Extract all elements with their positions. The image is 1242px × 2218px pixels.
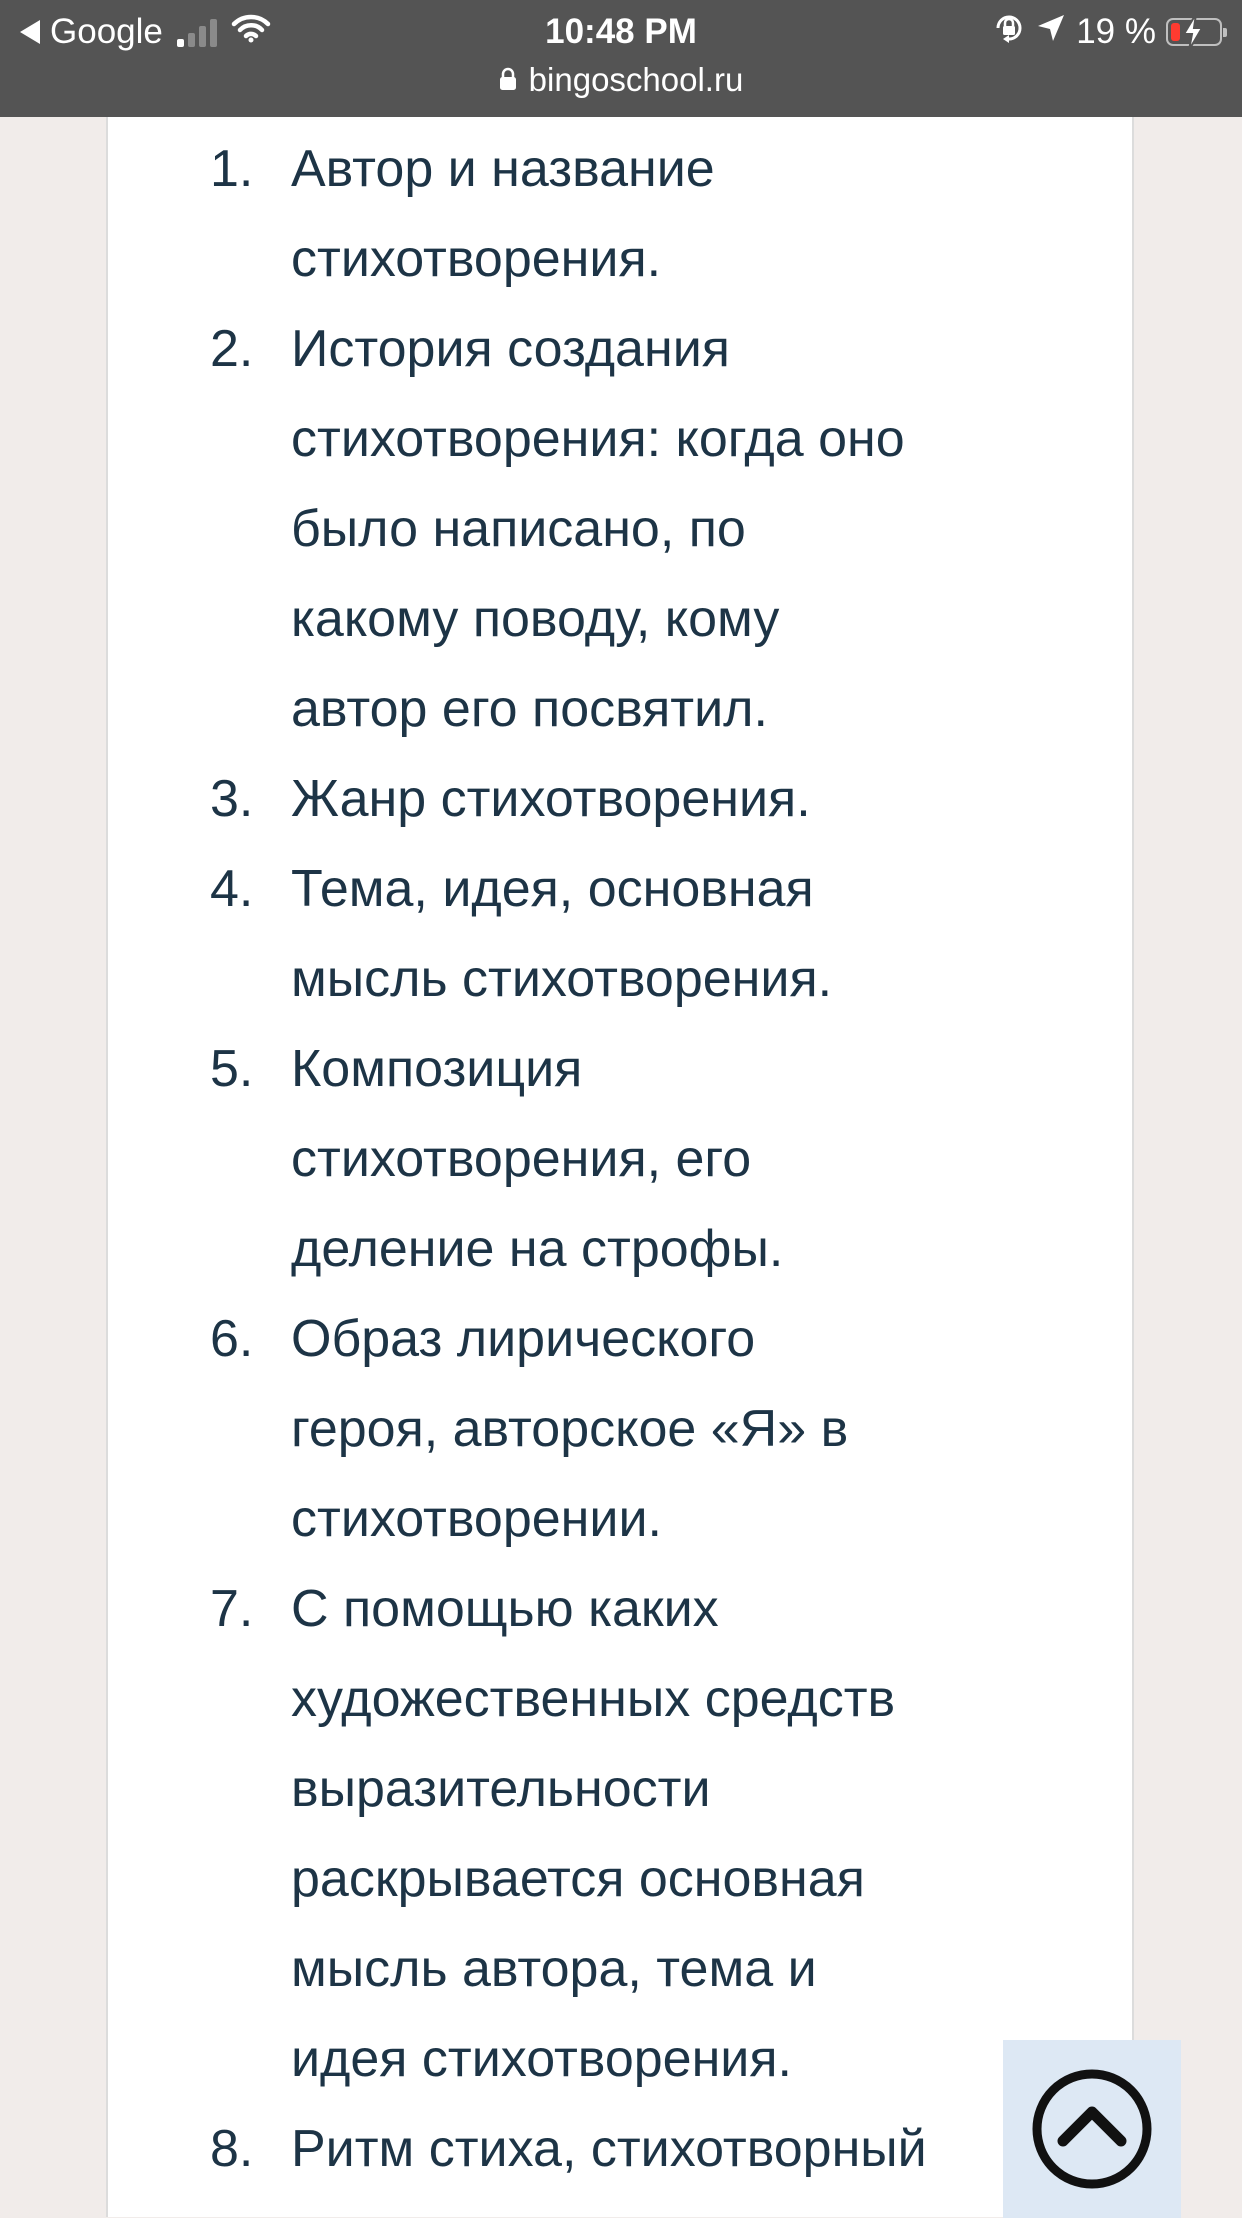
chevron-up-circle-icon [1030, 2067, 1154, 2191]
list-item-line: Образ лирического [291, 1310, 756, 1368]
list-item-line: идея стихотворения. [291, 2030, 792, 2088]
list-item-line: выразительности [291, 1760, 711, 1818]
list-item-number: 4. [210, 860, 254, 918]
list-item-line: какому поводу, кому [291, 590, 780, 648]
list-item-line: Тема, идея, основная [291, 860, 814, 918]
list-item-number: 5. [210, 1040, 254, 1098]
list-item-line: мысль стихотворения. [291, 950, 833, 1008]
list-item [210, 754, 1160, 844]
list-item [210, 1024, 1160, 1294]
list-item-line: раскрывается основная [291, 1850, 865, 1908]
url-text: bingoschool.ru [528, 61, 744, 98]
battery-level [1171, 23, 1180, 41]
list-item-line: героя, авторское «Я» в [291, 1400, 849, 1458]
status-indicators [992, 8, 1222, 56]
orientation-lock-icon [992, 11, 1026, 54]
article-content [106, 117, 1134, 2217]
list-item [210, 1564, 1160, 2104]
status-time: 10:48 PM [545, 12, 697, 51]
location-arrow-icon [1036, 12, 1066, 52]
list-item-number: 8. [210, 2120, 254, 2178]
back-app-label: Google [50, 12, 163, 51]
list-item [210, 124, 1160, 304]
list-item-line: История создания [291, 320, 730, 378]
list-item-line: Ритм стиха, стихотворный [291, 2120, 927, 2178]
list-item-line: стихотворении. [291, 1490, 662, 1548]
list-item-line: Жанр стихотворения. [291, 770, 811, 828]
charging-bolt-icon [1182, 14, 1204, 59]
list-item-line: художественных средств [291, 1670, 896, 1728]
list-item-line: Композиция [291, 1040, 583, 1098]
list-item-line: Автор и название [291, 140, 715, 198]
list-item-line: стихотворения, его [291, 1130, 752, 1188]
list-item-line: автор его посвятил. [291, 680, 768, 738]
analysis-plan-list [210, 124, 1160, 2194]
address-bar[interactable] [0, 56, 1242, 104]
status-bar [0, 0, 1242, 117]
scroll-to-top-button[interactable] [1003, 2040, 1181, 2218]
battery-icon [1166, 18, 1222, 46]
battery-percent: 19 % [1076, 12, 1156, 51]
list-item-line: стихотворения. [291, 230, 662, 288]
list-item-line: стихотворения: когда оно [291, 410, 905, 468]
list-item-number: 7. [210, 1580, 254, 1638]
list-item-number: 2. [210, 320, 254, 378]
list-item [210, 1294, 1160, 1564]
list-item [210, 844, 1160, 1024]
list-item-line: мысль автора, тема и [291, 1940, 817, 1998]
list-item-number: 1. [210, 140, 254, 198]
list-item-line: деление на строфы. [291, 1220, 784, 1278]
list-item-number: 6. [210, 1310, 254, 1368]
list-item-line: С помощью каких [291, 1580, 719, 1638]
lock-icon [499, 56, 517, 104]
list-item-number: 3. [210, 770, 254, 828]
list-item [210, 304, 1160, 754]
list-item-line: было написано, по [291, 500, 746, 558]
